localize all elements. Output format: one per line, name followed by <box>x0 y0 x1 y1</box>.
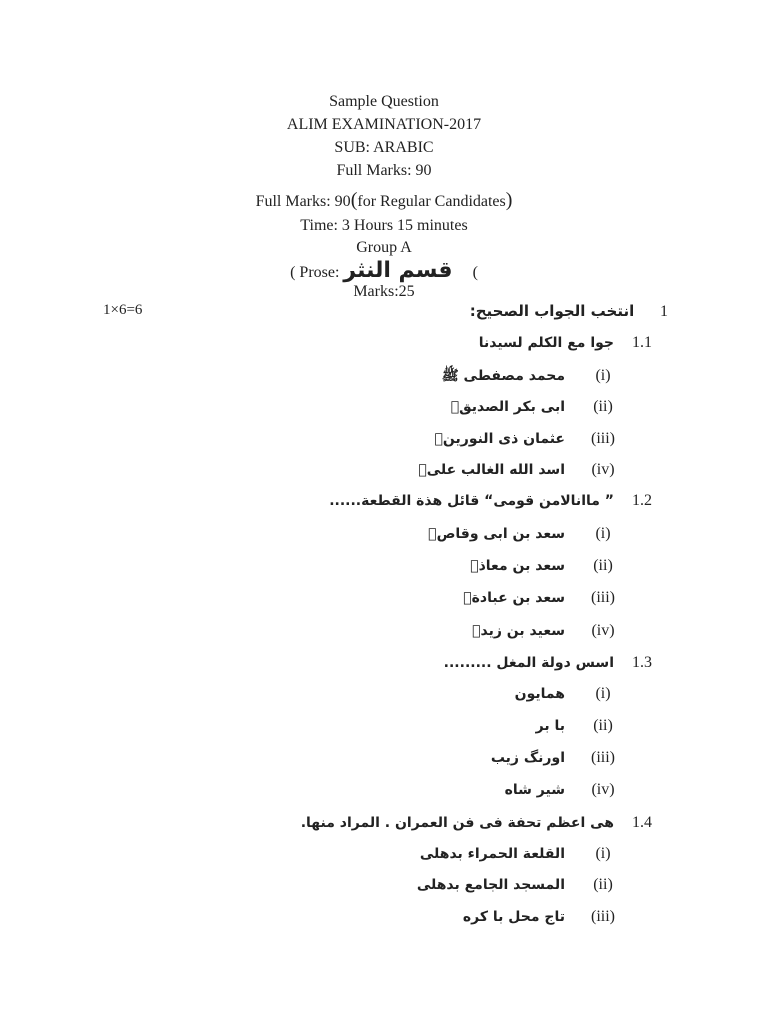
prose-suffix: ( <box>472 264 478 281</box>
prose-arabic: قسم النثر <box>343 258 453 283</box>
prose-prefix: ( Prose: <box>290 264 340 281</box>
subquestion-1-4 <box>0 811 768 835</box>
option-text: محمد مصفطی ﷺ <box>441 368 565 384</box>
option-text: تاج محل با کره <box>462 909 565 925</box>
subquestion-text: جوا مع الكلم لسيدنا <box>478 335 614 351</box>
option-text: سعد بن ابی وقاصؓ <box>428 526 565 542</box>
option-numeral: (iv) <box>591 781 615 798</box>
answer-option <box>0 746 768 770</box>
option-text: سعد بن عبادةؓ <box>463 590 565 606</box>
option-text: با بر <box>535 718 565 734</box>
subquestion-number: 1.3 <box>632 654 652 671</box>
answer-option <box>0 905 768 929</box>
doc-title: Sample Question <box>329 93 439 110</box>
option-numeral: (iii) <box>591 589 615 606</box>
option-numeral: (iv) <box>591 622 615 639</box>
subquestion-number: 1.4 <box>632 814 652 831</box>
subquestion-1-3 <box>0 651 768 675</box>
option-text: سعد بن معاذؓ <box>470 558 565 574</box>
answer-option <box>0 619 768 643</box>
option-numeral: (i) <box>595 845 611 862</box>
option-text: اورنگ زیب <box>490 750 565 766</box>
option-numeral: (iii) <box>591 430 615 447</box>
group-label: Group A <box>356 239 412 256</box>
option-text: ابی بکر الصدیقؓ <box>450 399 565 415</box>
answer-option <box>0 554 768 578</box>
prose-section-title <box>0 260 768 284</box>
option-text: المسجد الجامع بدهلی <box>416 877 565 893</box>
full-marks: Full Marks: 90 <box>336 162 432 179</box>
subquestion-text: ” ماانالامن قومی“ قائل هذة القطعة...... <box>329 493 614 509</box>
subquestion-number: 1.1 <box>632 334 652 351</box>
answer-option <box>0 395 768 419</box>
answer-option <box>0 842 768 866</box>
question-marks: 1×6=6 <box>103 302 143 318</box>
option-text: همایون <box>514 686 565 702</box>
time-allowed: Time: 3 Hours 15 minutes <box>300 217 468 234</box>
exam-name: ALIM EXAMINATION-2017 <box>286 116 482 133</box>
option-text: سعید بن زیدؓ <box>472 623 565 639</box>
option-numeral: (ii) <box>593 717 613 734</box>
option-numeral: (i) <box>595 685 611 702</box>
answer-option <box>0 522 768 546</box>
answer-option <box>0 682 768 706</box>
question-1-number: 1 <box>660 303 668 320</box>
question-1-text: انتخب الجواب الصحيح: <box>469 302 635 320</box>
option-text: القلعة الحمراء بدهلی <box>419 846 565 862</box>
subquestion-text: هی اعظم تحفة فی فن العمران . المراد منها. <box>300 815 614 831</box>
option-numeral: (i) <box>595 525 611 542</box>
section-marks: Marks:25 <box>353 283 415 300</box>
subject: SUB: ARABIC <box>334 139 434 156</box>
option-numeral: (ii) <box>593 398 613 415</box>
option-numeral: (iv) <box>591 461 615 478</box>
answer-option <box>0 778 768 802</box>
subquestion-1-2 <box>0 489 768 513</box>
answer-option <box>0 586 768 610</box>
question-1 <box>470 300 668 323</box>
option-numeral: (iii) <box>591 749 615 766</box>
answer-option <box>0 714 768 738</box>
subquestion-number: 1.2 <box>632 492 652 509</box>
option-text: شیر شاه <box>504 782 565 798</box>
full-marks-regular-inner: for Regular Candidates <box>357 193 506 210</box>
full-marks-regular: Full Marks: 90(for Regular Candidates) <box>255 189 513 211</box>
answer-option <box>0 458 768 482</box>
option-text: عثمان ذی النورینؓ <box>434 431 565 447</box>
option-numeral: (ii) <box>593 876 613 893</box>
option-numeral: (i) <box>595 367 611 384</box>
option-numeral: (ii) <box>593 557 613 574</box>
answer-option <box>0 427 768 451</box>
answer-option <box>0 364 768 388</box>
full-marks-regular-prefix: Full Marks: 90 <box>255 193 351 210</box>
answer-option <box>0 873 768 897</box>
option-numeral: (iii) <box>591 908 615 925</box>
subquestion-1-1 <box>0 331 768 355</box>
option-text: اسد الله الغالب علیؓ <box>418 462 565 478</box>
subquestion-text: اسس دولة المغل ......... <box>443 655 614 671</box>
